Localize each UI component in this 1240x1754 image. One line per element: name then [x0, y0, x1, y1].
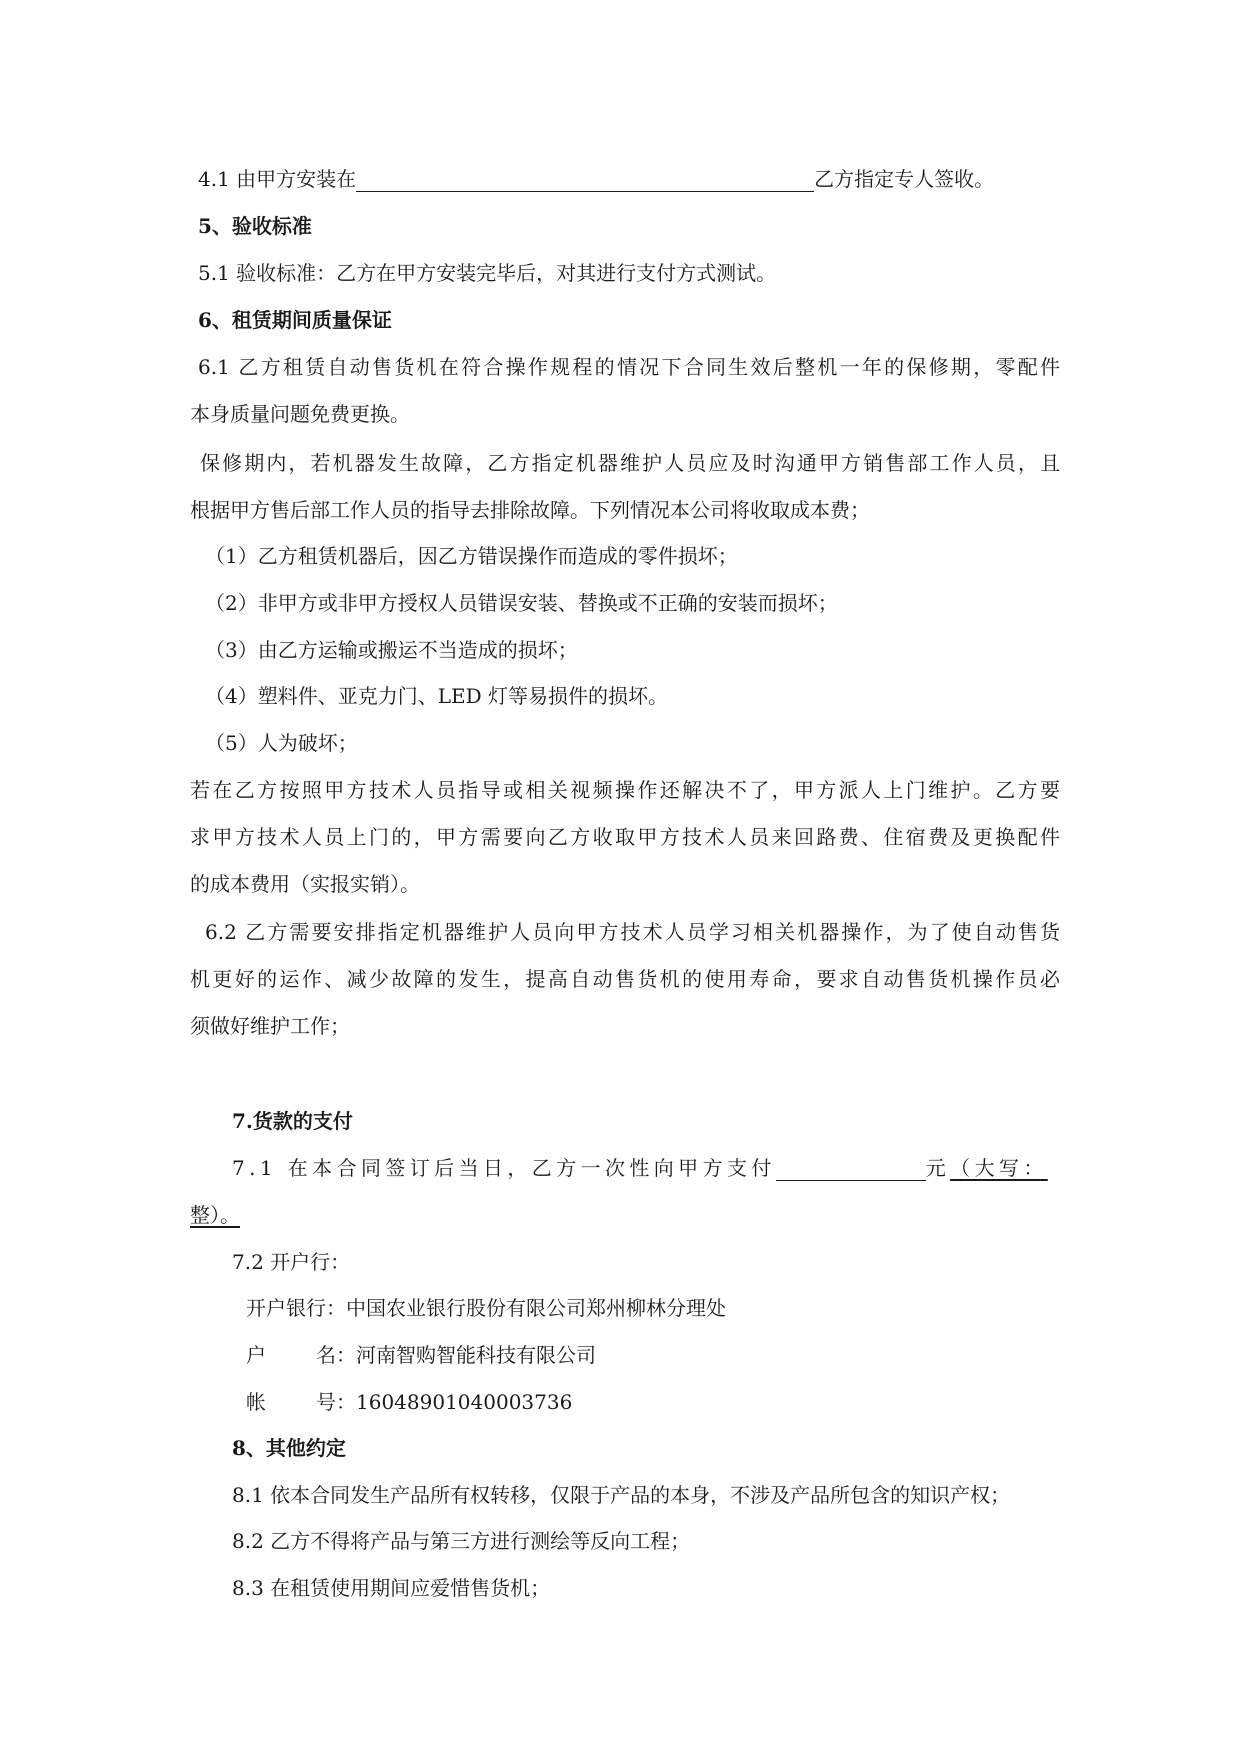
clause-6-2-line-2: 机更好的运作、减少故障的发生，提高自动售货机的使用寿命，要求自动售货机操作员必 — [190, 967, 1060, 991]
currency-unit: 元 — [925, 1156, 951, 1180]
clause-7-1-line-1 — [232, 1154, 1060, 1182]
onsite-paragraph-line-1: 若在乙方按照甲方技术人员指导或相关视频操作还解决不了，甲方派人上门维护。乙方要 — [190, 778, 1060, 802]
exclusion-item-5: （5）人为破坏； — [205, 731, 358, 755]
bank-label: 开户银行： — [246, 1296, 346, 1320]
onsite-paragraph-line-2: 求甲方技术人员上门的，甲方需要向乙方收取甲方技术人员来回路费、住宿费及更换配件 — [190, 825, 1060, 849]
amount-in-words-end: 整）。 — [190, 1203, 240, 1227]
clause-8-3: 8.3 在租赁使用期间应爱惜售货机； — [232, 1576, 551, 1600]
clause-4-1-text-b: 乙方指定专人签收。 — [814, 167, 995, 191]
exclusion-item-4: （4）塑料件、亚克力门、LED 灯等易损件的损坏。 — [205, 684, 668, 708]
warranty-paragraph-line-1: 保修期内，若机器发生故障，乙方指定机器维护人员应及时沟通甲方销售部工作人员，且 — [200, 451, 1060, 475]
section-7-title: 7.货款的支付 — [232, 1109, 353, 1133]
clause-7-1-line-2 — [190, 1201, 1060, 1229]
account-name-label-a: 户 — [246, 1343, 266, 1367]
account-number-label-a: 帐 — [246, 1390, 266, 1414]
payment-amount-blank[interactable] — [776, 1158, 926, 1181]
exclusion-item-1: （1）乙方租赁机器后，因乙方错误操作而造成的零件损坏； — [205, 544, 738, 568]
clause-6-1-line-1: 6.1 乙方租赁自动售货机在符合操作规程的情况下合同生效后整机一年的保修期，零配件 — [198, 355, 1060, 379]
clause-8-1: 8.1 依本合同发生产品所有权转移，仅限于产品的本身，不涉及产品所包含的知识产权； — [232, 1483, 1011, 1507]
clause-7-2: 7.2 开户行： — [232, 1250, 351, 1274]
account-name-label-b: 名： — [316, 1343, 356, 1367]
section-6-title: 6、租赁期间质量保证 — [198, 308, 392, 332]
bank-value: 中国农业银行股份有限公司郑州柳林分理处 — [346, 1296, 726, 1320]
clause-7-1-text: 7.1 在本合同签订后当日，乙方一次性向甲方支付 — [232, 1156, 776, 1180]
account-number-value: 16048901040003736 — [356, 1390, 573, 1414]
clause-6-2-line-3: 须做好维护工作； — [190, 1014, 350, 1038]
clause-4-1-text-a: 4.1 由甲方安装在 — [198, 167, 357, 191]
section-8-title: 8、其他约定 — [232, 1436, 346, 1460]
account-number-row — [246, 1388, 1116, 1416]
amount-in-words-label: （大写： — [950, 1156, 1048, 1180]
section-5-title: 5、验收标准 — [198, 214, 312, 238]
clause-4-1 — [198, 165, 1068, 193]
warranty-paragraph-line-2: 根据甲方售后部工作人员的指导去排除故障。下列情况本公司将收取成本费； — [190, 498, 870, 522]
install-location-blank[interactable] — [356, 169, 814, 192]
clause-6-2-line-1: 6.2 乙方需要安排指定机器维护人员向甲方技术人员学习相关机器操作，为了使自动售货 — [205, 920, 1060, 944]
account-number-label-b: 号： — [316, 1390, 356, 1414]
clause-5-1: 5.1 验收标准：乙方在甲方安装完毕后，对其进行支付方式测试。 — [198, 261, 777, 285]
clause-6-1-line-2: 本身质量问题免费更换。 — [190, 402, 410, 426]
onsite-paragraph-line-3: 的成本费用（实报实销）。 — [190, 872, 420, 896]
bank-row — [246, 1294, 1116, 1322]
clause-8-2: 8.2 乙方不得将产品与第三方进行测绘等反向工程； — [232, 1529, 691, 1553]
account-name-row — [246, 1341, 1116, 1369]
exclusion-item-2: （2）非甲方或非甲方授权人员错误安装、替换或不正确的安装而损坏； — [205, 591, 838, 615]
account-name-value: 河南智购智能科技有限公司 — [356, 1343, 596, 1367]
exclusion-item-3: （3）由乙方运输或搬运不当造成的损坏； — [205, 638, 578, 662]
